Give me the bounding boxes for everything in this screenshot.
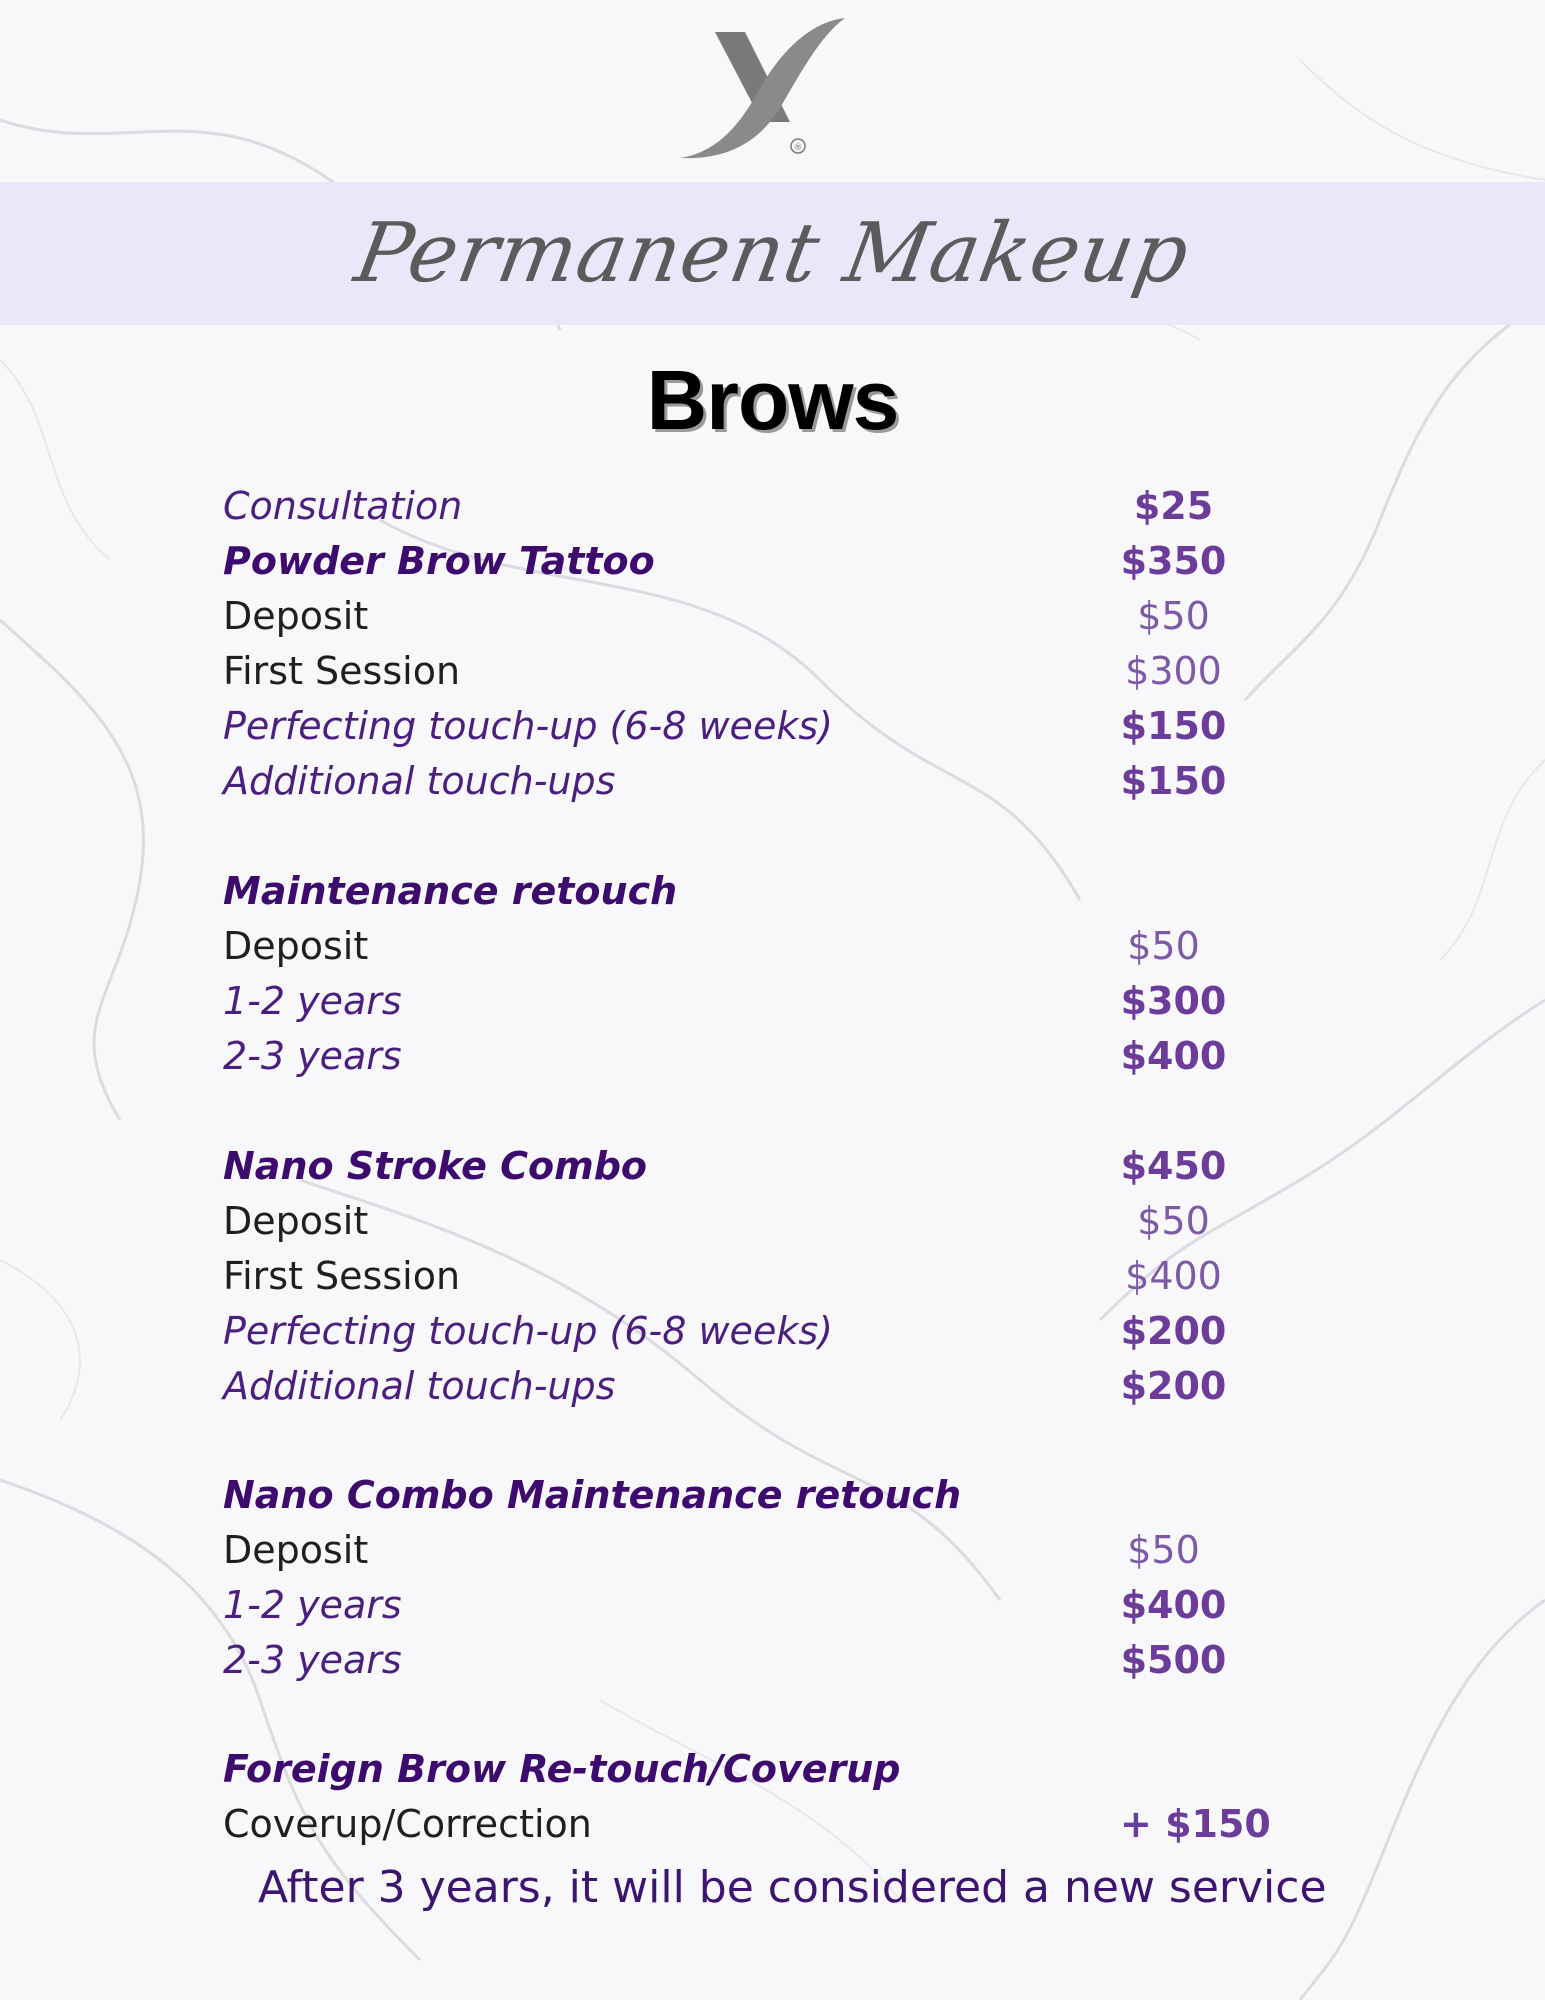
service-label: Deposit <box>223 924 369 968</box>
service-price: $200 <box>1120 1364 1227 1408</box>
service-label: Deposit <box>223 1199 369 1243</box>
price-row <box>0 1470 1545 1520</box>
price-row <box>0 1525 1545 1575</box>
section-label: Nano Combo Maintenance retouch <box>223 1473 962 1517</box>
price-row <box>0 976 1545 1026</box>
service-label: Additional touch-ups <box>223 1364 616 1408</box>
price-row <box>0 1635 1545 1685</box>
price-row <box>0 1361 1545 1411</box>
banner-title: Permanent Makeup <box>348 206 1197 301</box>
service-price: $400 <box>1120 1583 1227 1627</box>
service-label: First Session <box>223 649 461 693</box>
service-label: Additional touch-ups <box>223 759 616 803</box>
price-row <box>0 1141 1545 1191</box>
service-price: $50 <box>1137 594 1210 638</box>
service-label: 2-3 years <box>223 1034 402 1078</box>
service-price: $50 <box>1127 1528 1200 1572</box>
section-label: Foreign Brow Re-touch/Coverup <box>223 1747 901 1791</box>
price-row <box>0 756 1545 806</box>
service-label: Powder Brow Tattoo <box>223 539 655 583</box>
price-row <box>0 646 1545 696</box>
service-price: $450 <box>1120 1144 1227 1188</box>
price-row <box>0 866 1545 916</box>
price-row <box>0 701 1545 751</box>
registered-mark: ® <box>793 143 803 153</box>
service-price: $500 <box>1120 1638 1227 1682</box>
service-price: $25 <box>1133 484 1214 528</box>
price-row <box>0 591 1545 641</box>
service-price: $300 <box>1125 649 1222 693</box>
service-price: $350 <box>1120 539 1227 583</box>
x-logo-icon <box>670 12 870 162</box>
service-price: $400 <box>1125 1254 1222 1298</box>
service-price: $400 <box>1120 1034 1227 1078</box>
service-label: Perfecting touch-up (6-8 weeks) <box>223 1309 833 1353</box>
service-label: 1-2 years <box>223 1583 402 1627</box>
service-price: $150 <box>1120 704 1227 748</box>
price-row <box>0 1744 1545 1794</box>
price-row <box>0 1580 1545 1630</box>
service-label: First Session <box>223 1254 461 1298</box>
section-label: Maintenance retouch <box>223 869 678 913</box>
service-label: Deposit <box>223 594 369 638</box>
service-price: $50 <box>1127 924 1200 968</box>
service-price: $300 <box>1120 979 1227 1023</box>
service-label: Deposit <box>223 1528 369 1572</box>
service-price: + $150 <box>1120 1802 1271 1846</box>
price-row <box>0 1031 1545 1081</box>
price-row <box>0 481 1545 531</box>
price-row <box>0 1196 1545 1246</box>
service-price: $200 <box>1120 1309 1227 1353</box>
service-label: Perfecting touch-up (6-8 weeks) <box>223 704 833 748</box>
service-label: Coverup/Correction <box>223 1802 592 1846</box>
service-price: $150 <box>1120 759 1227 803</box>
service-label: 1-2 years <box>223 979 402 1023</box>
section-heading: Brows <box>646 353 899 447</box>
section-label: Nano Stroke Combo <box>223 1144 648 1188</box>
price-row <box>0 536 1545 586</box>
service-label: 2-3 years <box>223 1638 402 1682</box>
service-label: Consultation <box>223 484 463 528</box>
footer-text: After 3 years, it will be considered a new service <box>258 1862 1327 1913</box>
price-row <box>0 1306 1545 1356</box>
price-row <box>0 921 1545 971</box>
service-price: $50 <box>1137 1199 1210 1243</box>
price-row <box>0 1251 1545 1301</box>
price-row <box>0 1799 1545 1849</box>
